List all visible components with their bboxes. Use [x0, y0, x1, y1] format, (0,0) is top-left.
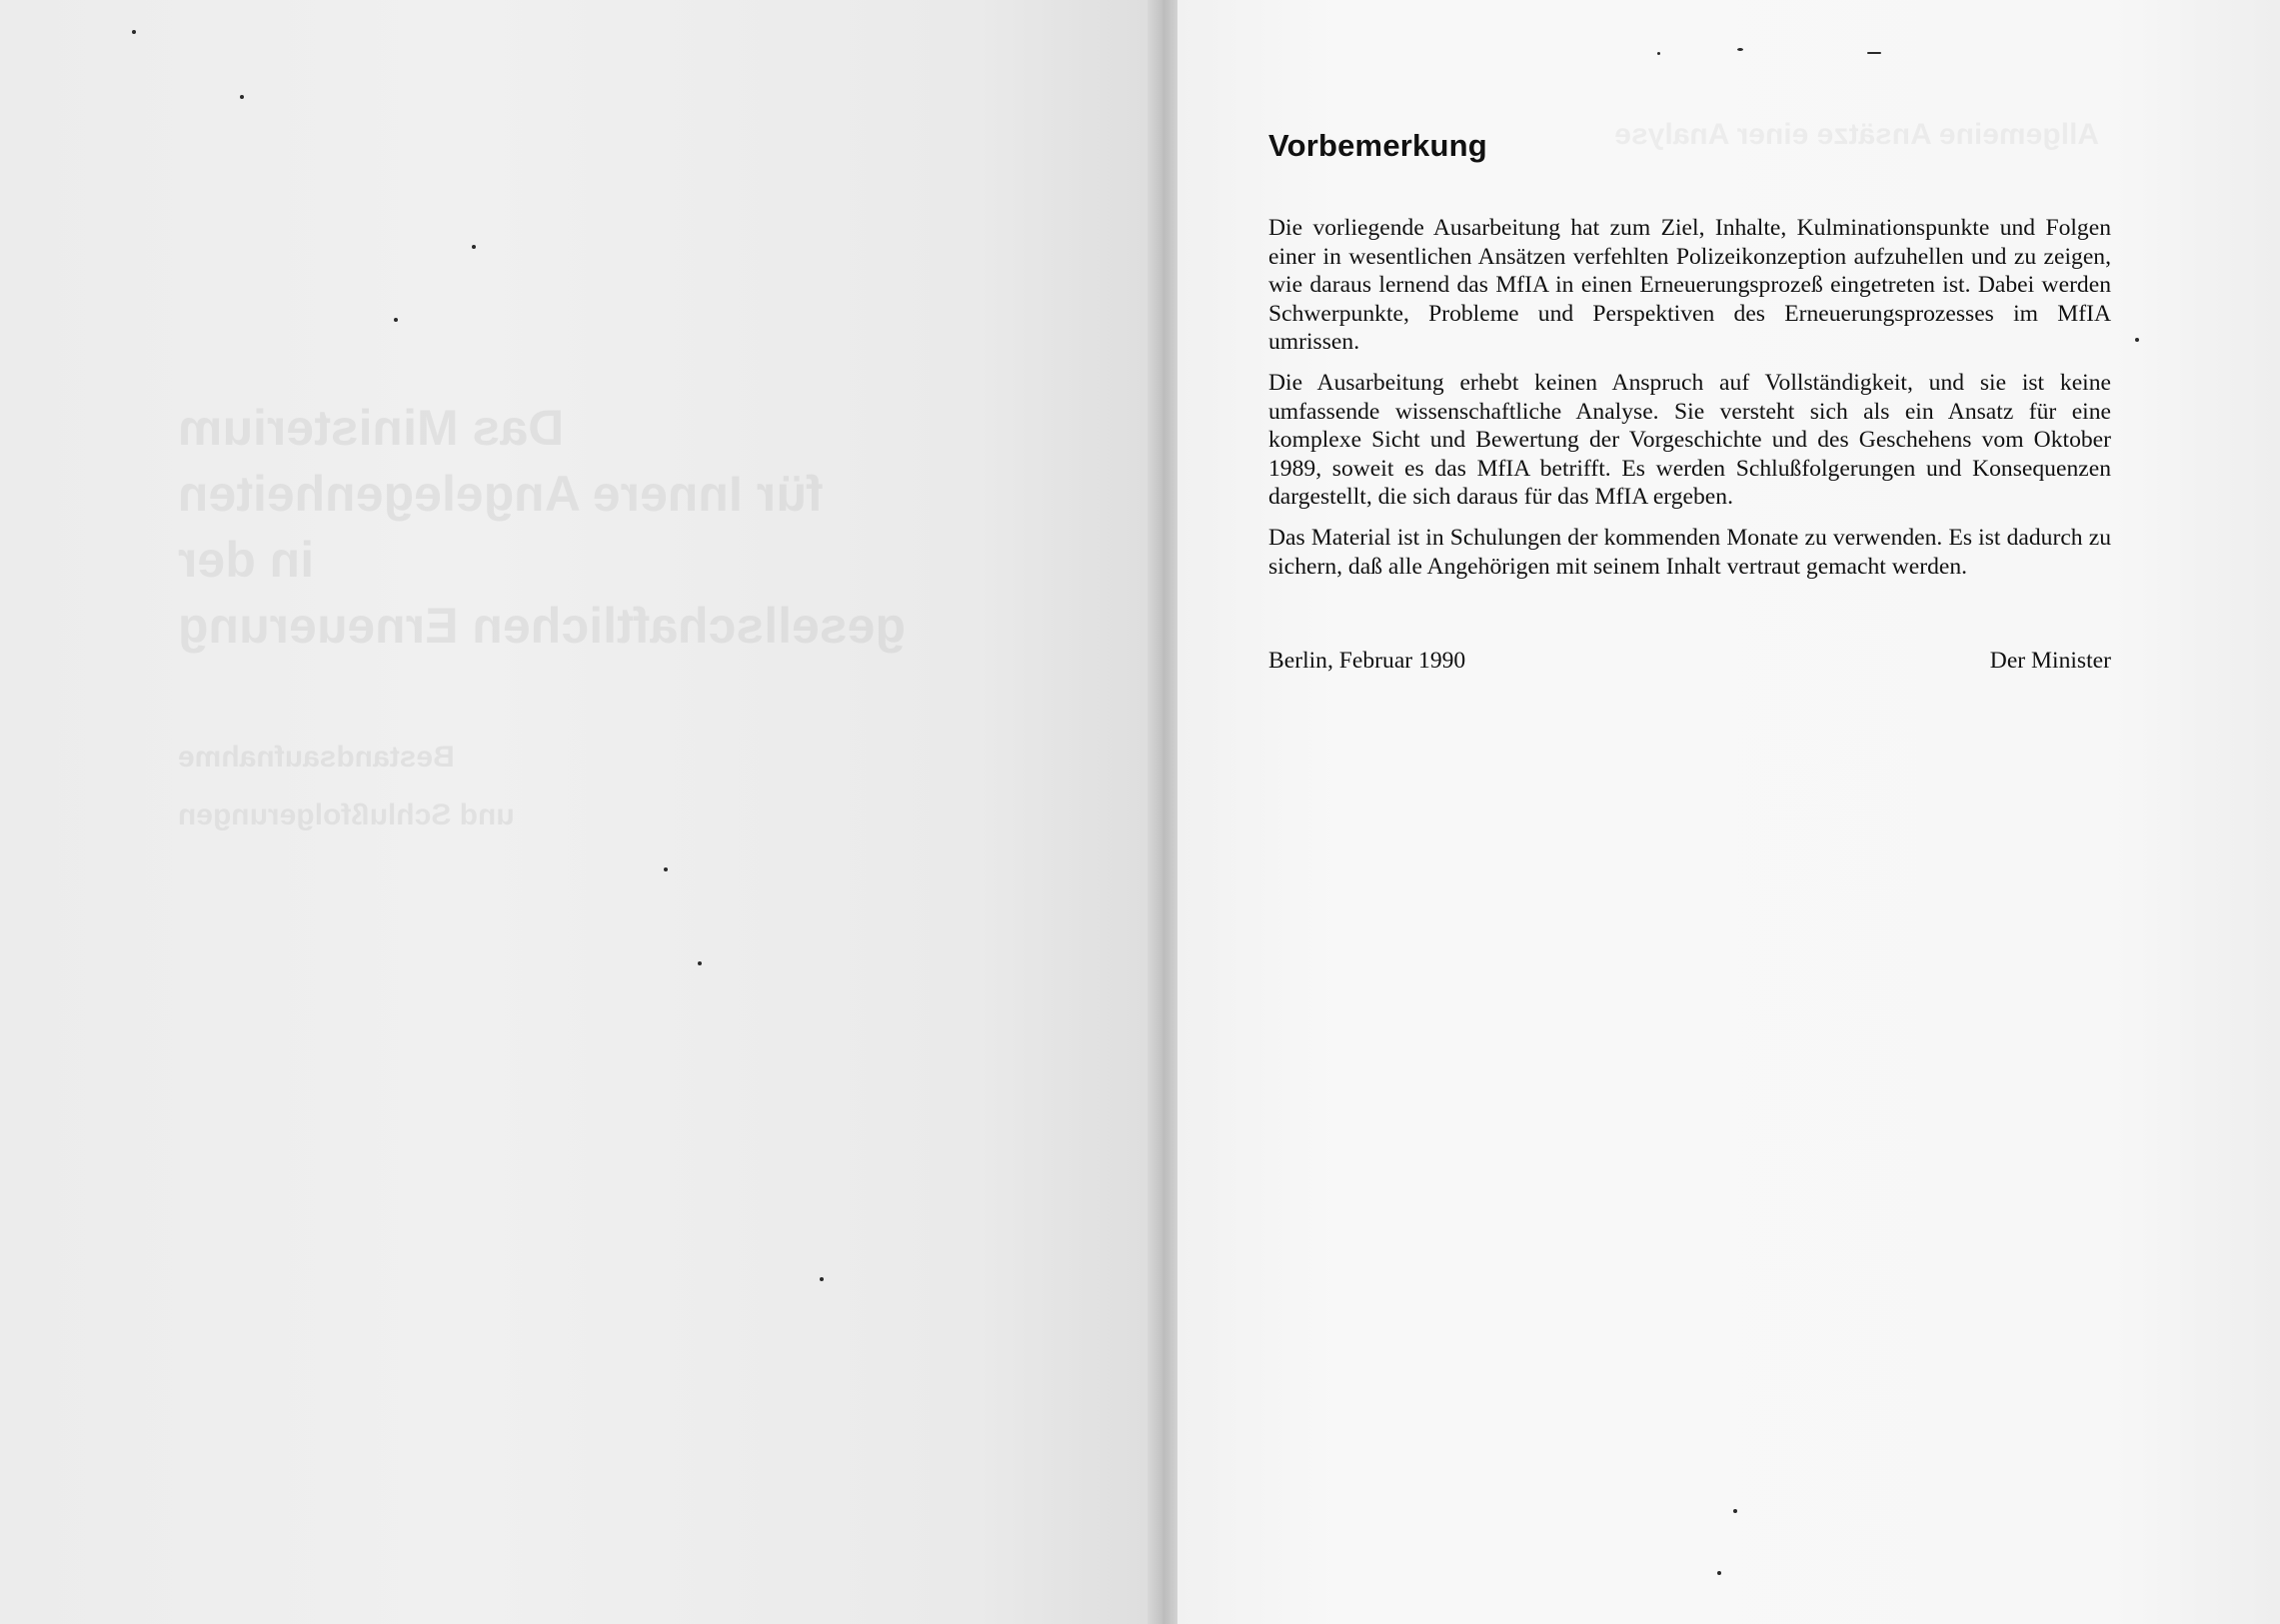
- foreword-paragraph-1: Die vorliegende Ausarbeitung hat zum Ziel, Inhalte, Kulminationspunkte und Folgen einer in wesentlichen Ansätzen verfehlten Polizeikonzeption aufzuhellen und zu zeigen, wie daraus lernend das MfIA in einen Erneuerungsprozeß eingetreten ist. Dabei werden Schwerpunkte, Probleme und Perspektiven des Erneuerungsprozesses im MfIA umrissen.: [1268, 215, 2111, 356]
- dust-speck: [698, 961, 702, 965]
- bleed-through-subtitle-line: Bestandsaufnahme: [178, 741, 455, 774]
- foreword-heading: Vorbemerkung: [1268, 128, 1487, 163]
- foreword-paragraph-2: Die Ausarbeitung erhebt keinen Anspruch auf Vollständigkeit, und sie ist keine umfassende wissenschaftliche Analyse. Sie versteht sich als ein Ansatz für eine komplexe Sicht und Bewertung der Vorgeschichte und des Geschehens vom Oktober 1989, soweit es das MfIA betrifft. Es werden Schlußfolgerungen und Konsequenzen dargestellt, die sich daraus für das MfIA ergeben.: [1268, 369, 2111, 511]
- dust-speck: [1733, 1509, 1737, 1513]
- bleed-through-title: [178, 395, 938, 659]
- bleed-through-title-line: in der: [178, 532, 315, 588]
- dust-speck: [132, 30, 136, 34]
- bleed-through-subtitle: [178, 729, 938, 844]
- dust-speck: [664, 867, 668, 871]
- dust-speck: [1867, 52, 1881, 54]
- foreword: [1268, 126, 2111, 675]
- dust-speck: [1737, 48, 1743, 51]
- dust-speck: [240, 95, 244, 99]
- left-page-bleed-through: [178, 395, 938, 844]
- bleed-through-title-line: gesellschaftlichen Erneuerung: [178, 598, 906, 654]
- signatory: Der Minister: [1989, 648, 2111, 675]
- bleed-through-title-line: für Innere Angelegenheiten: [178, 466, 824, 522]
- bleed-through-subtitle-line: und Schlußfolgerungen: [178, 799, 515, 831]
- dust-speck: [472, 245, 476, 249]
- place-and-date: Berlin, Februar 1990: [1268, 648, 1466, 675]
- dust-speck: [394, 318, 398, 322]
- book-gutter: [1147, 0, 1177, 1624]
- dust-speck: [820, 1277, 824, 1281]
- dust-speck: [1717, 1571, 1721, 1575]
- dust-speck: [2135, 338, 2139, 342]
- signature-line: [1268, 647, 2111, 675]
- dust-speck: [1657, 52, 1660, 55]
- right-page: [1177, 0, 2280, 1624]
- bleed-through-title-line: Das Ministerium: [178, 400, 565, 456]
- foreword-paragraph-3: Das Material ist in Schulungen der kommenden Monate zu verwenden. Es ist dadurch zu sichern, daß alle Angehörigen mit seinem Inhalt vertraut gemacht werden.: [1268, 524, 2111, 580]
